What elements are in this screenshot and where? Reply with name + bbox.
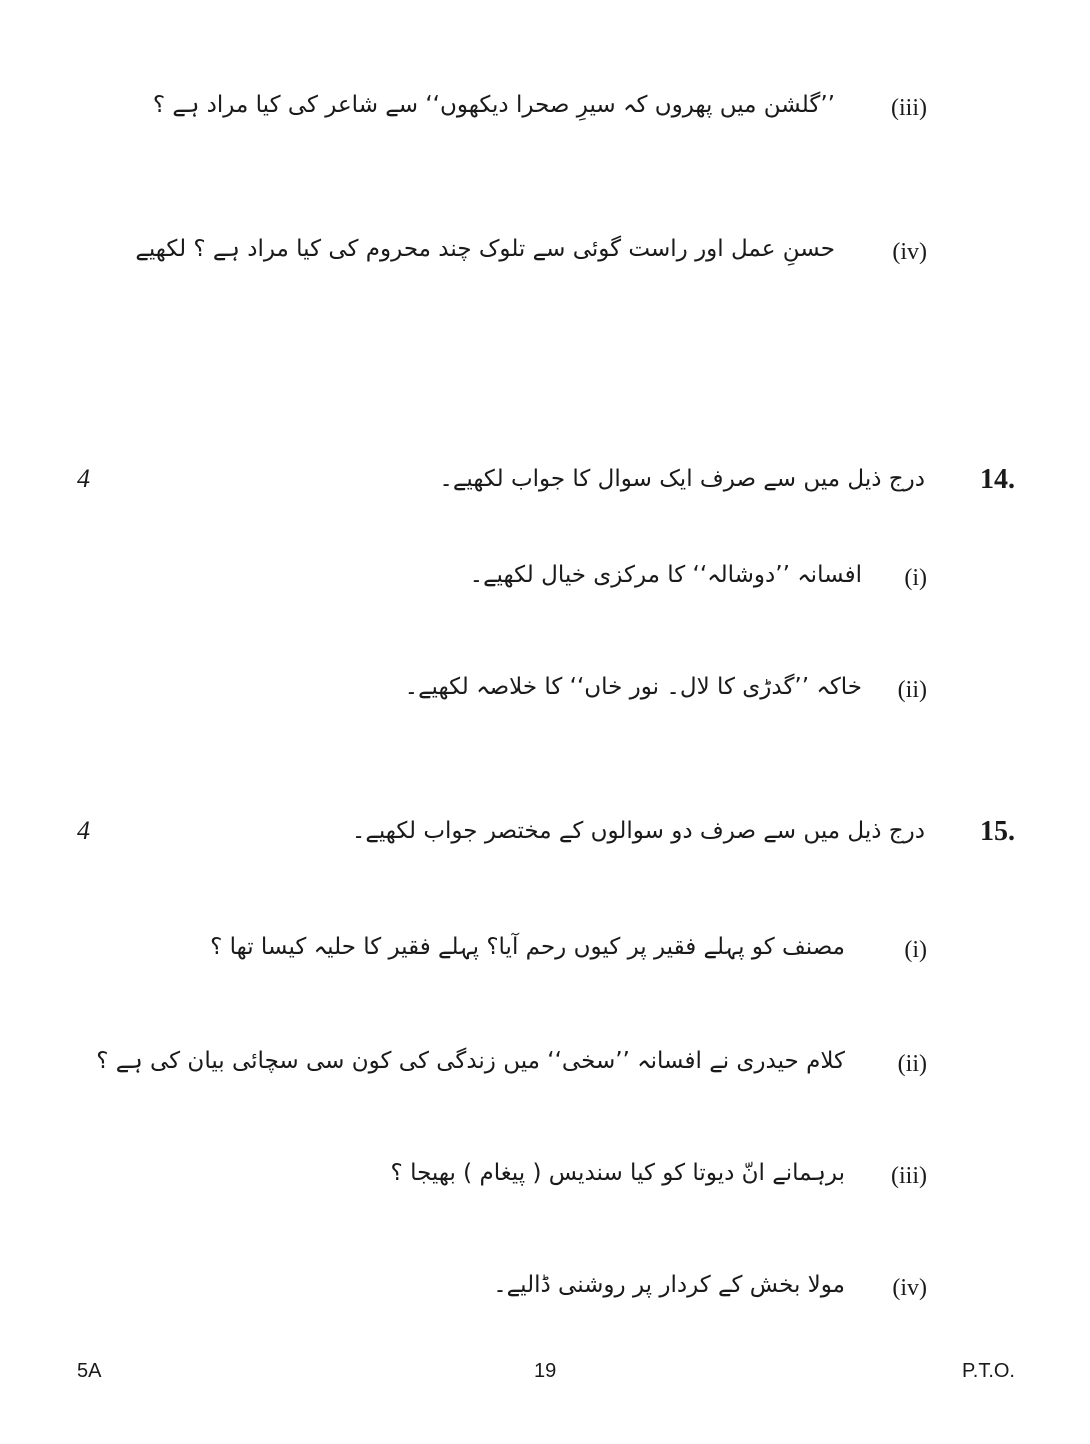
item-text: ’’گلشن میں پھروں کہ سیرِ صحرا دیکھوں‘‘ سے شاعر کی کیا مراد ہے ؟ <box>152 92 835 118</box>
question-number: 15. <box>980 816 1015 847</box>
item-text: مولا بخش کے کردار پر روشنی ڈالیے۔ <box>493 1272 845 1298</box>
question-instruction: درج ذیل میں سے صرف ایک سوال کا جواب لکھیے۔ <box>439 466 925 492</box>
paper-code: 5A <box>77 1360 102 1382</box>
page-number: 19 <box>534 1360 557 1382</box>
question-number: 14. <box>980 464 1015 495</box>
marks-label: 4 <box>77 816 90 845</box>
question-instruction: درج ذیل میں سے صرف دو سوالوں کے مختصر جواب لکھیے۔ <box>351 818 925 844</box>
item-number: (iv) <box>892 239 927 265</box>
item-number: (i) <box>904 937 927 963</box>
item-text: کلام حیدری نے افسانہ ’’سخی‘‘ میں زندگی کی کون سی سچائی بیان کی ہے ؟ <box>96 1048 845 1074</box>
item-text: مصنف کو پہلے فقیر پر کیوں رحم آیا؟ پہلے فقیر کا حلیہ کیسا تھا ؟ <box>210 934 845 960</box>
please-turn-over: P.T.O. <box>962 1360 1015 1382</box>
item-text: خاکہ ’’گدڑی کا لال۔ نور خاں‘‘ کا خلاصہ لکھیے۔ <box>404 674 862 700</box>
item-number: (ii) <box>897 677 927 703</box>
item-number: (iii) <box>891 1163 927 1189</box>
item-number: (iv) <box>892 1275 927 1301</box>
item-text: افسانہ ’’دوشالہ‘‘ کا مرکزی خیال لکھیے۔ <box>469 562 862 588</box>
item-number: (i) <box>904 565 927 591</box>
marks-label: 4 <box>77 464 90 493</box>
item-number: (iii) <box>891 95 927 121</box>
item-text: برہمانے انّ دیوتا کو کیا سندیس ( پیغام ) بھیجا ؟ <box>390 1160 845 1186</box>
item-text: حسنِ عمل اور راست گوئی سے تلوک چند محروم کی کیا مراد ہے ؟ لکھیے <box>135 236 835 262</box>
item-number: (ii) <box>897 1051 927 1077</box>
